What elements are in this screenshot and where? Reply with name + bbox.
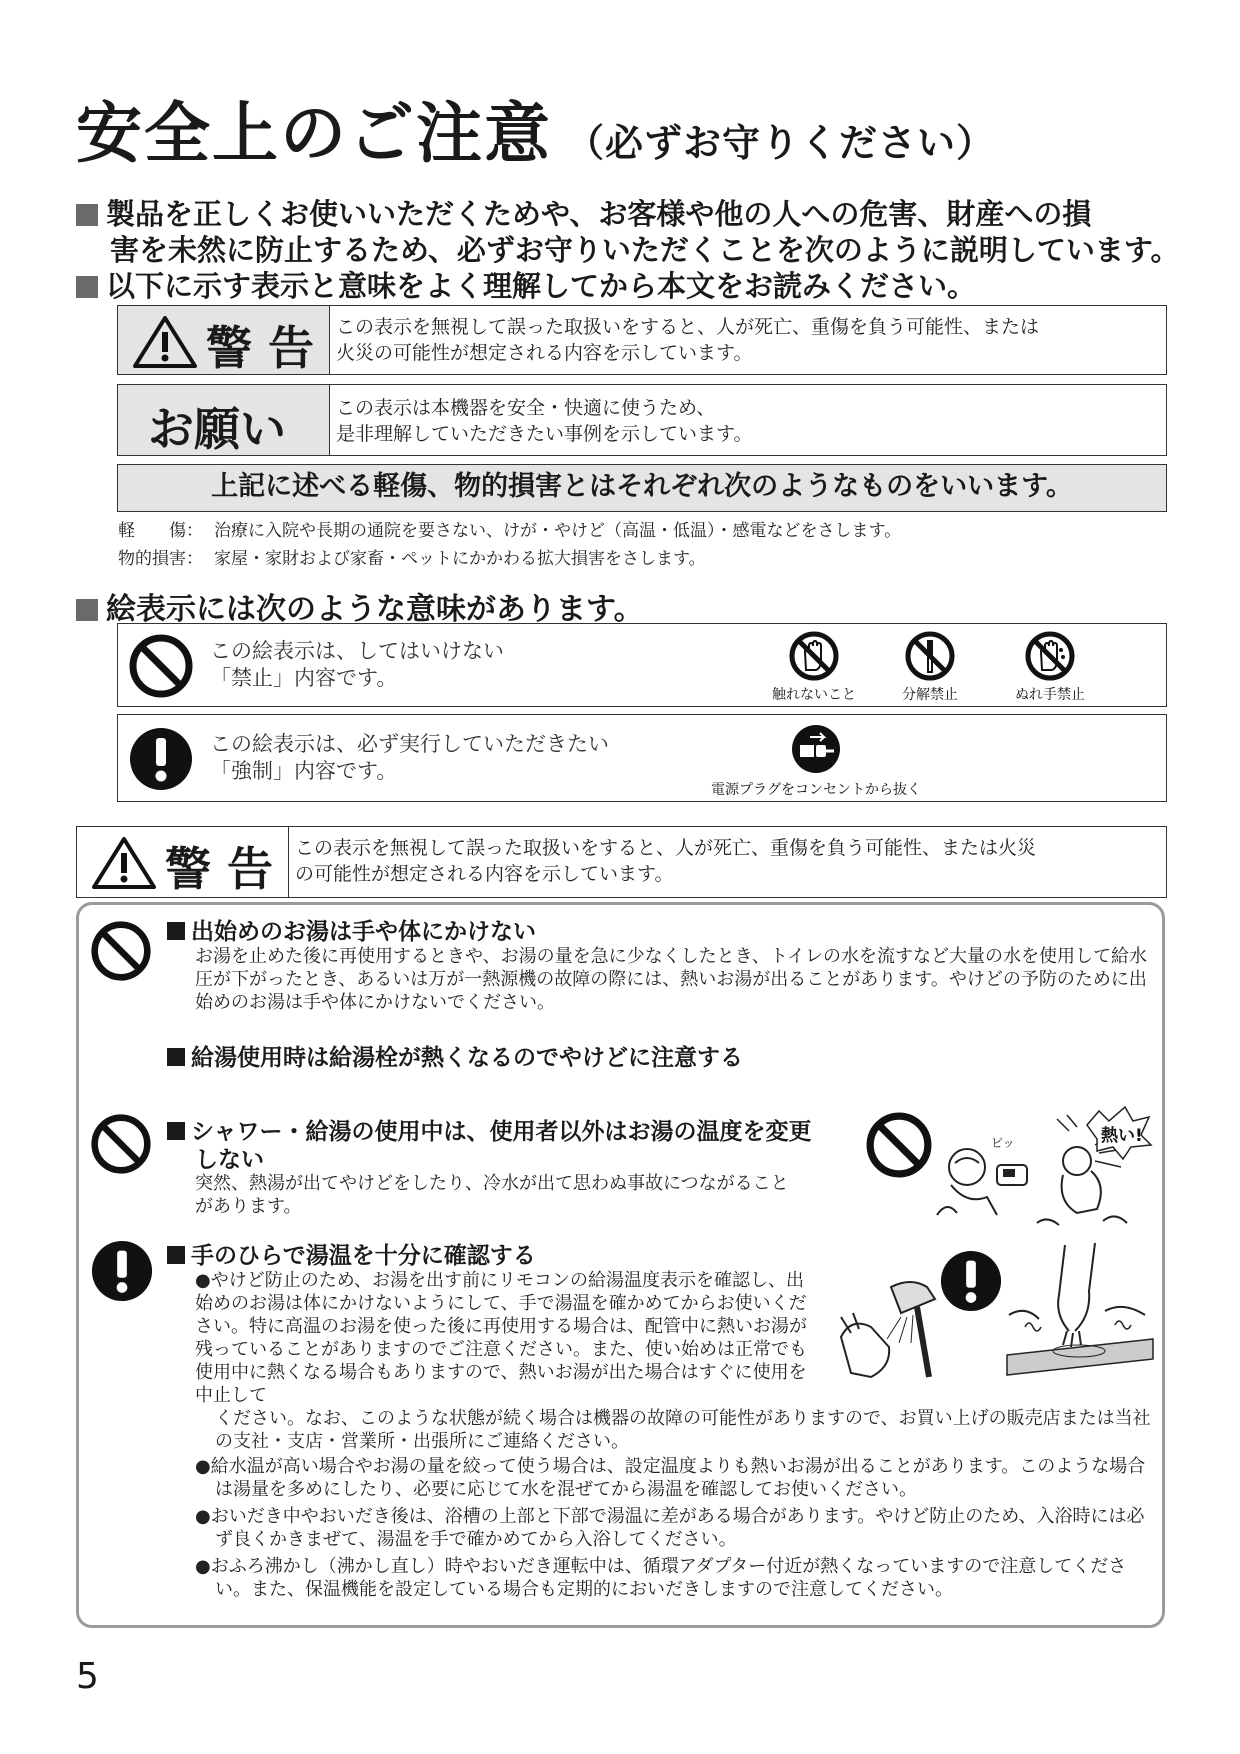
legend-request-text-2: 是非理解していただきたい事例を示しています。 [336, 423, 753, 445]
intro-line-2: 害を未然に防止するため、必ずお守りいただくことを次のように説明しています。 [110, 233, 1180, 267]
square-bullet-icon [167, 1048, 185, 1066]
title-main: 安全上のご注意 [76, 95, 552, 172]
definitions-bar: 上記に述べる軽傷、物的損害とはそれぞれ次のようなものをいいます。 [117, 464, 1167, 512]
square-bullet-icon [76, 204, 98, 226]
caption-no-touch: 触れないこと [772, 687, 856, 703]
prohibition-icon [90, 1113, 152, 1175]
prohibition-icon [128, 633, 194, 699]
no-disassembly-icon [904, 630, 956, 682]
item-4-bullet-3: ●おいだき中やおいだき後は、浴槽の上部と下部で湯温に差がある場合があります。やけど防止のため、入浴時には必ず良くかきまぜて、湯温を手で確かめてから入浴してください。 [195, 1506, 1145, 1550]
warning-header-text-2: の可能性が想定される内容を示しています。 [295, 863, 674, 885]
sound-effect-beep: ピッ [991, 1136, 1015, 1150]
warning-header-label: 警 告 [165, 842, 274, 896]
item-3-body: 突然、熱湯が出てやけどをしたり、冷水が出て思わぬ事故につながることがあります。 [195, 1173, 789, 1217]
page-number: 5 [76, 1656, 99, 1697]
legend-request-text-1: この表示は本機器を安全・快適に使うため、 [336, 397, 716, 419]
mandatory-icon [90, 1239, 154, 1303]
item-1-body: お湯を止めた後に再使用するときや、お湯の量を急に少なくしたとき、トイレの水を流すなど大量の水を使用して給水圧が下がったとき、あるいは万が一熱源機の故障の際には、熱いお湯が出ることがあります。やけどの予防のために出始めのお湯は手や体にかけないでください。 [195, 946, 1148, 1013]
bullet-dot-icon: ● [195, 1270, 211, 1291]
hand-under-shower-illustration [831, 1277, 951, 1387]
mandatory-icon [128, 726, 194, 792]
bullet-dot-icon: ● [195, 1556, 211, 1577]
definition-property-damage: 物的損害： 家屋・家財および家畜・ペットにかかわる拡大損害をさします。 [118, 549, 706, 569]
bullet-dot-icon: ● [195, 1506, 211, 1527]
item-4-bullet-1-part-a: やけど防止のため、お湯を出す前にリモコンの給湯温度表示を確認し、出始めのお湯は体にかけないようにして、手で湯温を確かめてからお使いください。特に高温のお湯を使った後に再使用する場合は、配管中に熱いお湯が残っていることがありますのでご注意ください。また、使い始めは正常でも使用中に熱くなる場合もありますので、熱いお湯が出た場合はすぐに使用を中止して [195, 1270, 807, 1406]
prohibition-icon [90, 920, 152, 982]
caption-no-disassembly: 分解禁止 [902, 687, 958, 703]
warning-triangle-icon [132, 315, 198, 369]
warning-label: 警 告 [206, 321, 315, 375]
square-bullet-icon [76, 276, 98, 298]
page-title [76, 80, 995, 175]
request-label: お願い [148, 402, 286, 456]
item-3-heading-2: しない [195, 1147, 264, 1173]
item-4-bullet-1-part-b: ください。なお、このような状態が続く場合は機器の故障の可能性がありますので、お買い上げの販売店または当社の支社・支店・営業所・出張所にご連絡ください。 [215, 1408, 1151, 1452]
square-bullet-icon [76, 599, 98, 621]
caption-no-wet-hands: ぬれ手禁止 [1015, 687, 1085, 703]
pictogram-prohibit-box: この絵表示は、してはいけない 「禁止」内容です。 触れないこと 分解禁止 ぬれ手禁止 [117, 623, 1167, 707]
legend-warning-text-2: 火災の可能性が想定される内容を示しています。 [336, 342, 753, 364]
warning-items-box [76, 902, 1165, 1628]
hand-in-bathtub-illustration [1005, 1235, 1155, 1385]
square-bullet-icon [167, 1122, 185, 1140]
item-4-bullet-1b [215, 1407, 1155, 1453]
hot-water-illustration [927, 1105, 1153, 1235]
unplug-icon [790, 723, 842, 775]
item-4-heading: 手のひらで湯温を十分に確認する [167, 1237, 536, 1270]
item-1-heading: 出始めのお湯は手や体にかけない [167, 913, 536, 946]
title-sub: （必ずお守りください） [566, 121, 996, 165]
sound-effect-hot: 熱い! [1101, 1126, 1143, 1146]
caption-unplug: 電源プラグをコンセントから抜く [711, 782, 921, 798]
item-4-bullet-1a [195, 1269, 811, 1407]
item-2-heading: 給湯使用時は給湯栓が熱くなるのでやけどに注意する [167, 1039, 743, 1072]
legend-warning-text-1: この表示を無視して誤った取扱いをすると、人が死亡、重傷を負う可能性、または [336, 316, 1040, 338]
item-4-bullet-4: ●おふろ沸かし（沸かし直し）時やおいだき運転中は、循環アダプター付近が熱くなっていますので注意してください。また、保温機能を設定している場合も定期的においだきしますので注意してください。 [195, 1556, 1127, 1600]
intro-line-3: 以下に示す表示と意味をよく理解してから本文をお読みください。 [76, 268, 976, 304]
bullet-dot-icon: ● [195, 1456, 211, 1477]
legend-request [117, 384, 1167, 456]
no-touch-icon [788, 630, 840, 682]
pictogram-heading: 絵表示には次のような意味があります。 [76, 584, 644, 628]
warning-triangle-icon [91, 836, 157, 890]
no-wet-hands-icon [1024, 630, 1076, 682]
square-bullet-icon [167, 1246, 185, 1264]
definition-minor-injury: 軽 傷： 治療に入院や長期の通院を要さない、けが・やけど（高温・低温）・感電などをさします。 [118, 521, 902, 541]
warning-header-text-1: この表示を無視して誤った取扱いをすると、人が死亡、重傷を負う可能性、または火災 [295, 837, 1037, 859]
warning-header [76, 826, 1167, 898]
prohibition-icon [865, 1111, 933, 1179]
intro-line-1: 製品を正しくお使いいただくためや、お客様や他の人への危害、財産への損 [76, 196, 1091, 232]
item-4-bullet-2: ●給水温が高い場合やお湯の量を絞って使う場合は、設定温度よりも熱いお湯が出ることがあります。このような場合は湯量を多めにしたり、必要に応じて水を混ぜてから湯温を確認してお使いください。 [195, 1456, 1146, 1500]
pictogram-mandatory-box: この絵表示は、必ず実行していただきたい 「強制」内容です。 電源プラグをコンセントから抜く [117, 714, 1167, 802]
item-3-heading: シャワー・給湯の使用中は、使用者以外はお湯の温度を変更 [167, 1113, 812, 1146]
legend-warning [117, 305, 1167, 375]
square-bullet-icon [167, 922, 185, 940]
